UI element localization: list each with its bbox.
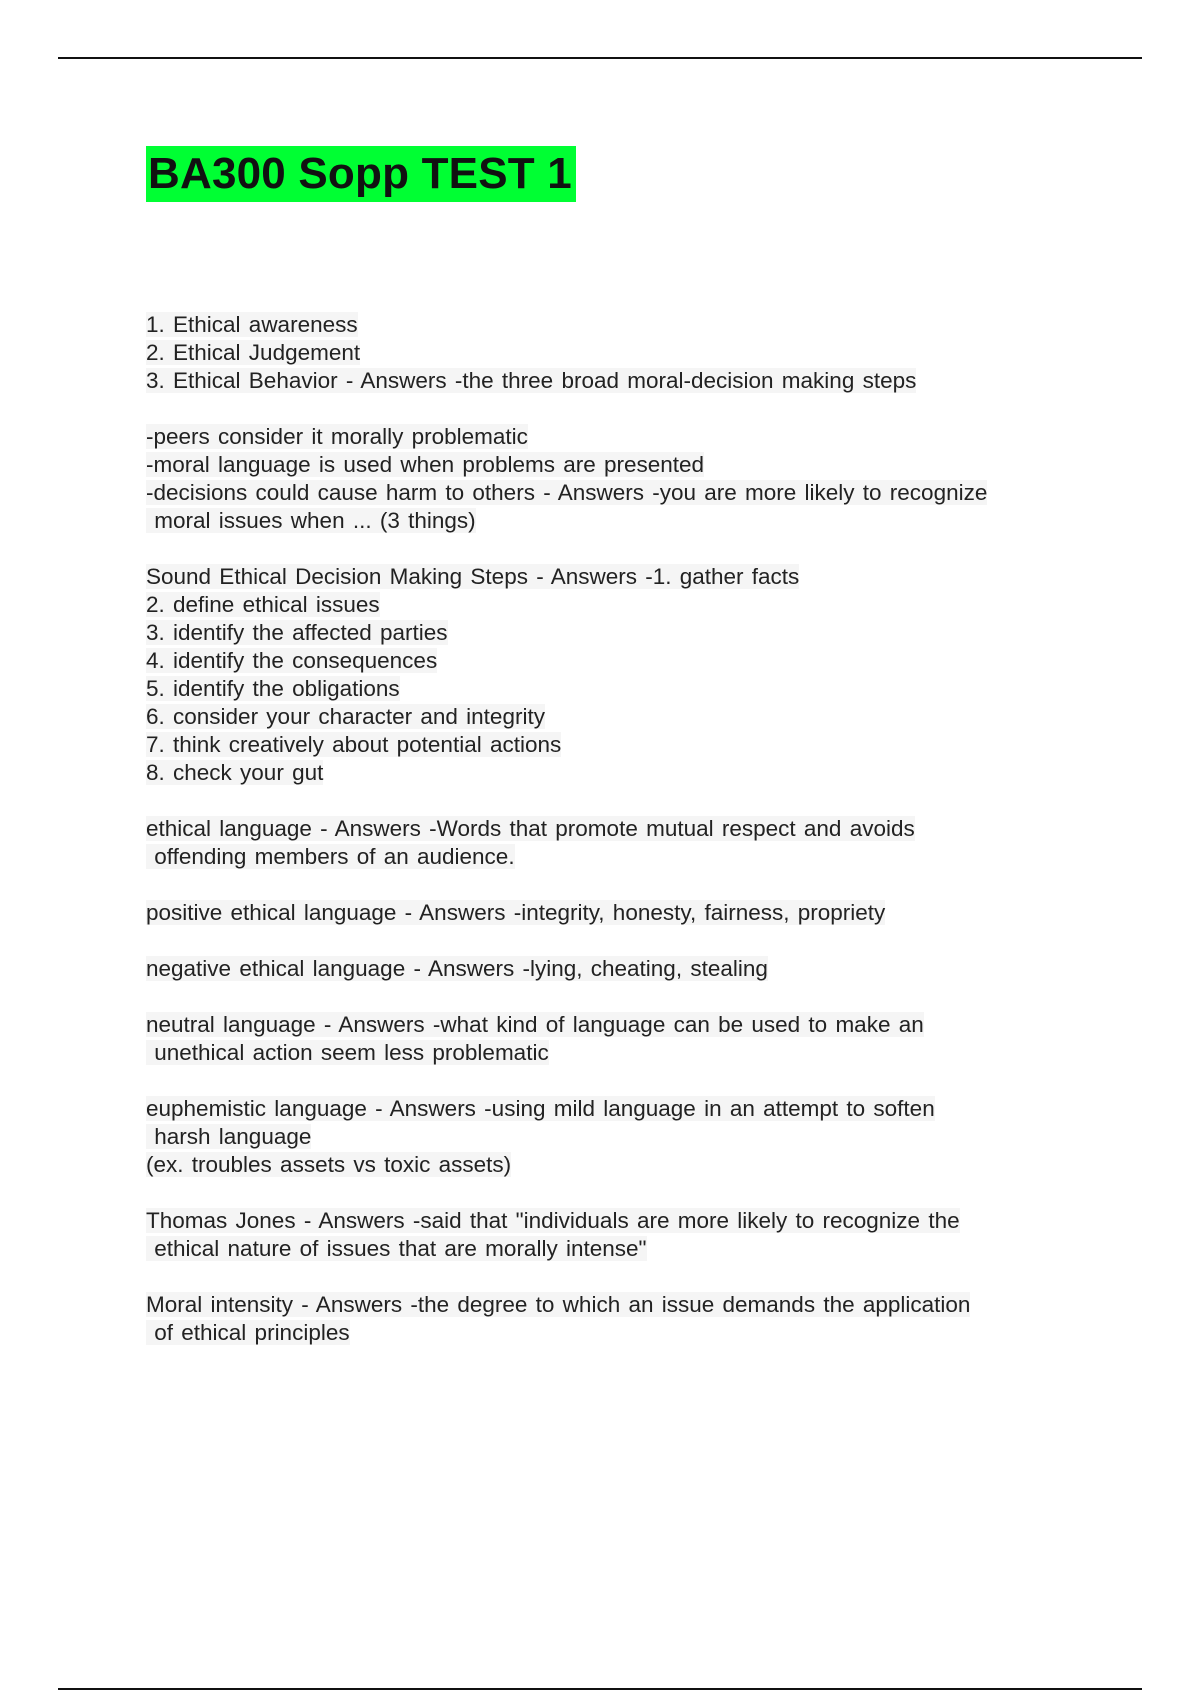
header-rule [58,57,1142,59]
text-line: Moral intensity - Answers -the degree to which an issue demands the application [146,1292,971,1317]
text-line: 8. check your gut [146,760,324,785]
block-ethical-language [146,815,1096,871]
text-line: Sound Ethical Decision Making Steps - Answers -1. gather facts [146,564,800,589]
text-line: moral issues when ... (3 things) [146,508,476,533]
text-line: -moral language is used when problems are presented [146,452,705,477]
text-line: neutral language - Answers -what kind of language can be used to make an [146,1012,924,1037]
block-sound-ethical-decision-steps [146,563,1096,787]
text-line: negative ethical language - Answers -lying, cheating, stealing [146,956,768,981]
text-line: (ex. troubles assets vs toxic assets) [146,1152,512,1177]
text-line: ethical language - Answers -Words that promote mutual respect and avoids [146,816,915,841]
block-euphemistic-language [146,1095,1096,1179]
text-line: 3. identify the affected parties [146,620,448,645]
document-title: BA300 Sopp TEST 1 [146,146,576,202]
block-neutral-language [146,1011,1096,1067]
text-line: 7. think creatively about potential actions [146,732,562,757]
block-recognize-moral-issues [146,423,1096,535]
text-line: 2. define ethical issues [146,592,380,617]
text-line: unethical action seem less problematic [146,1040,549,1065]
text-line: -peers consider it morally problematic [146,424,528,449]
text-line: Thomas Jones - Answers -said that "individuals are more likely to recognize the [146,1208,960,1233]
text-line: 4. identify the consequences [146,648,438,673]
text-line: of ethical principles [146,1320,350,1345]
block-positive-ethical-language [146,899,1096,927]
block-negative-ethical-language [146,955,1096,983]
title-block [146,146,576,202]
text-line: positive ethical language - Answers -integrity, honesty, fairness, propriety [146,900,886,925]
footer-rule [58,1688,1142,1690]
text-line: 5. identify the obligations [146,676,400,701]
text-line: 6. consider your character and integrity [146,704,545,729]
text-line: -decisions could cause harm to others - Answers -you are more likely to recognize [146,480,988,505]
text-line: 2. Ethical Judgement [146,340,361,365]
text-line: euphemistic language - Answers -using mild language in an attempt to soften [146,1096,935,1121]
text-line: harsh language [146,1124,312,1149]
document-body [146,311,1096,1347]
block-moral-intensity [146,1291,1096,1347]
block-thomas-jones [146,1207,1096,1263]
text-line: ethical nature of issues that are morally intense" [146,1236,647,1261]
text-line: offending members of an audience. [146,844,515,869]
block-moral-decision-steps [146,311,1096,395]
text-line: 1. Ethical awareness [146,312,358,337]
text-line: 3. Ethical Behavior - Answers -the three broad moral-decision making steps [146,368,917,393]
